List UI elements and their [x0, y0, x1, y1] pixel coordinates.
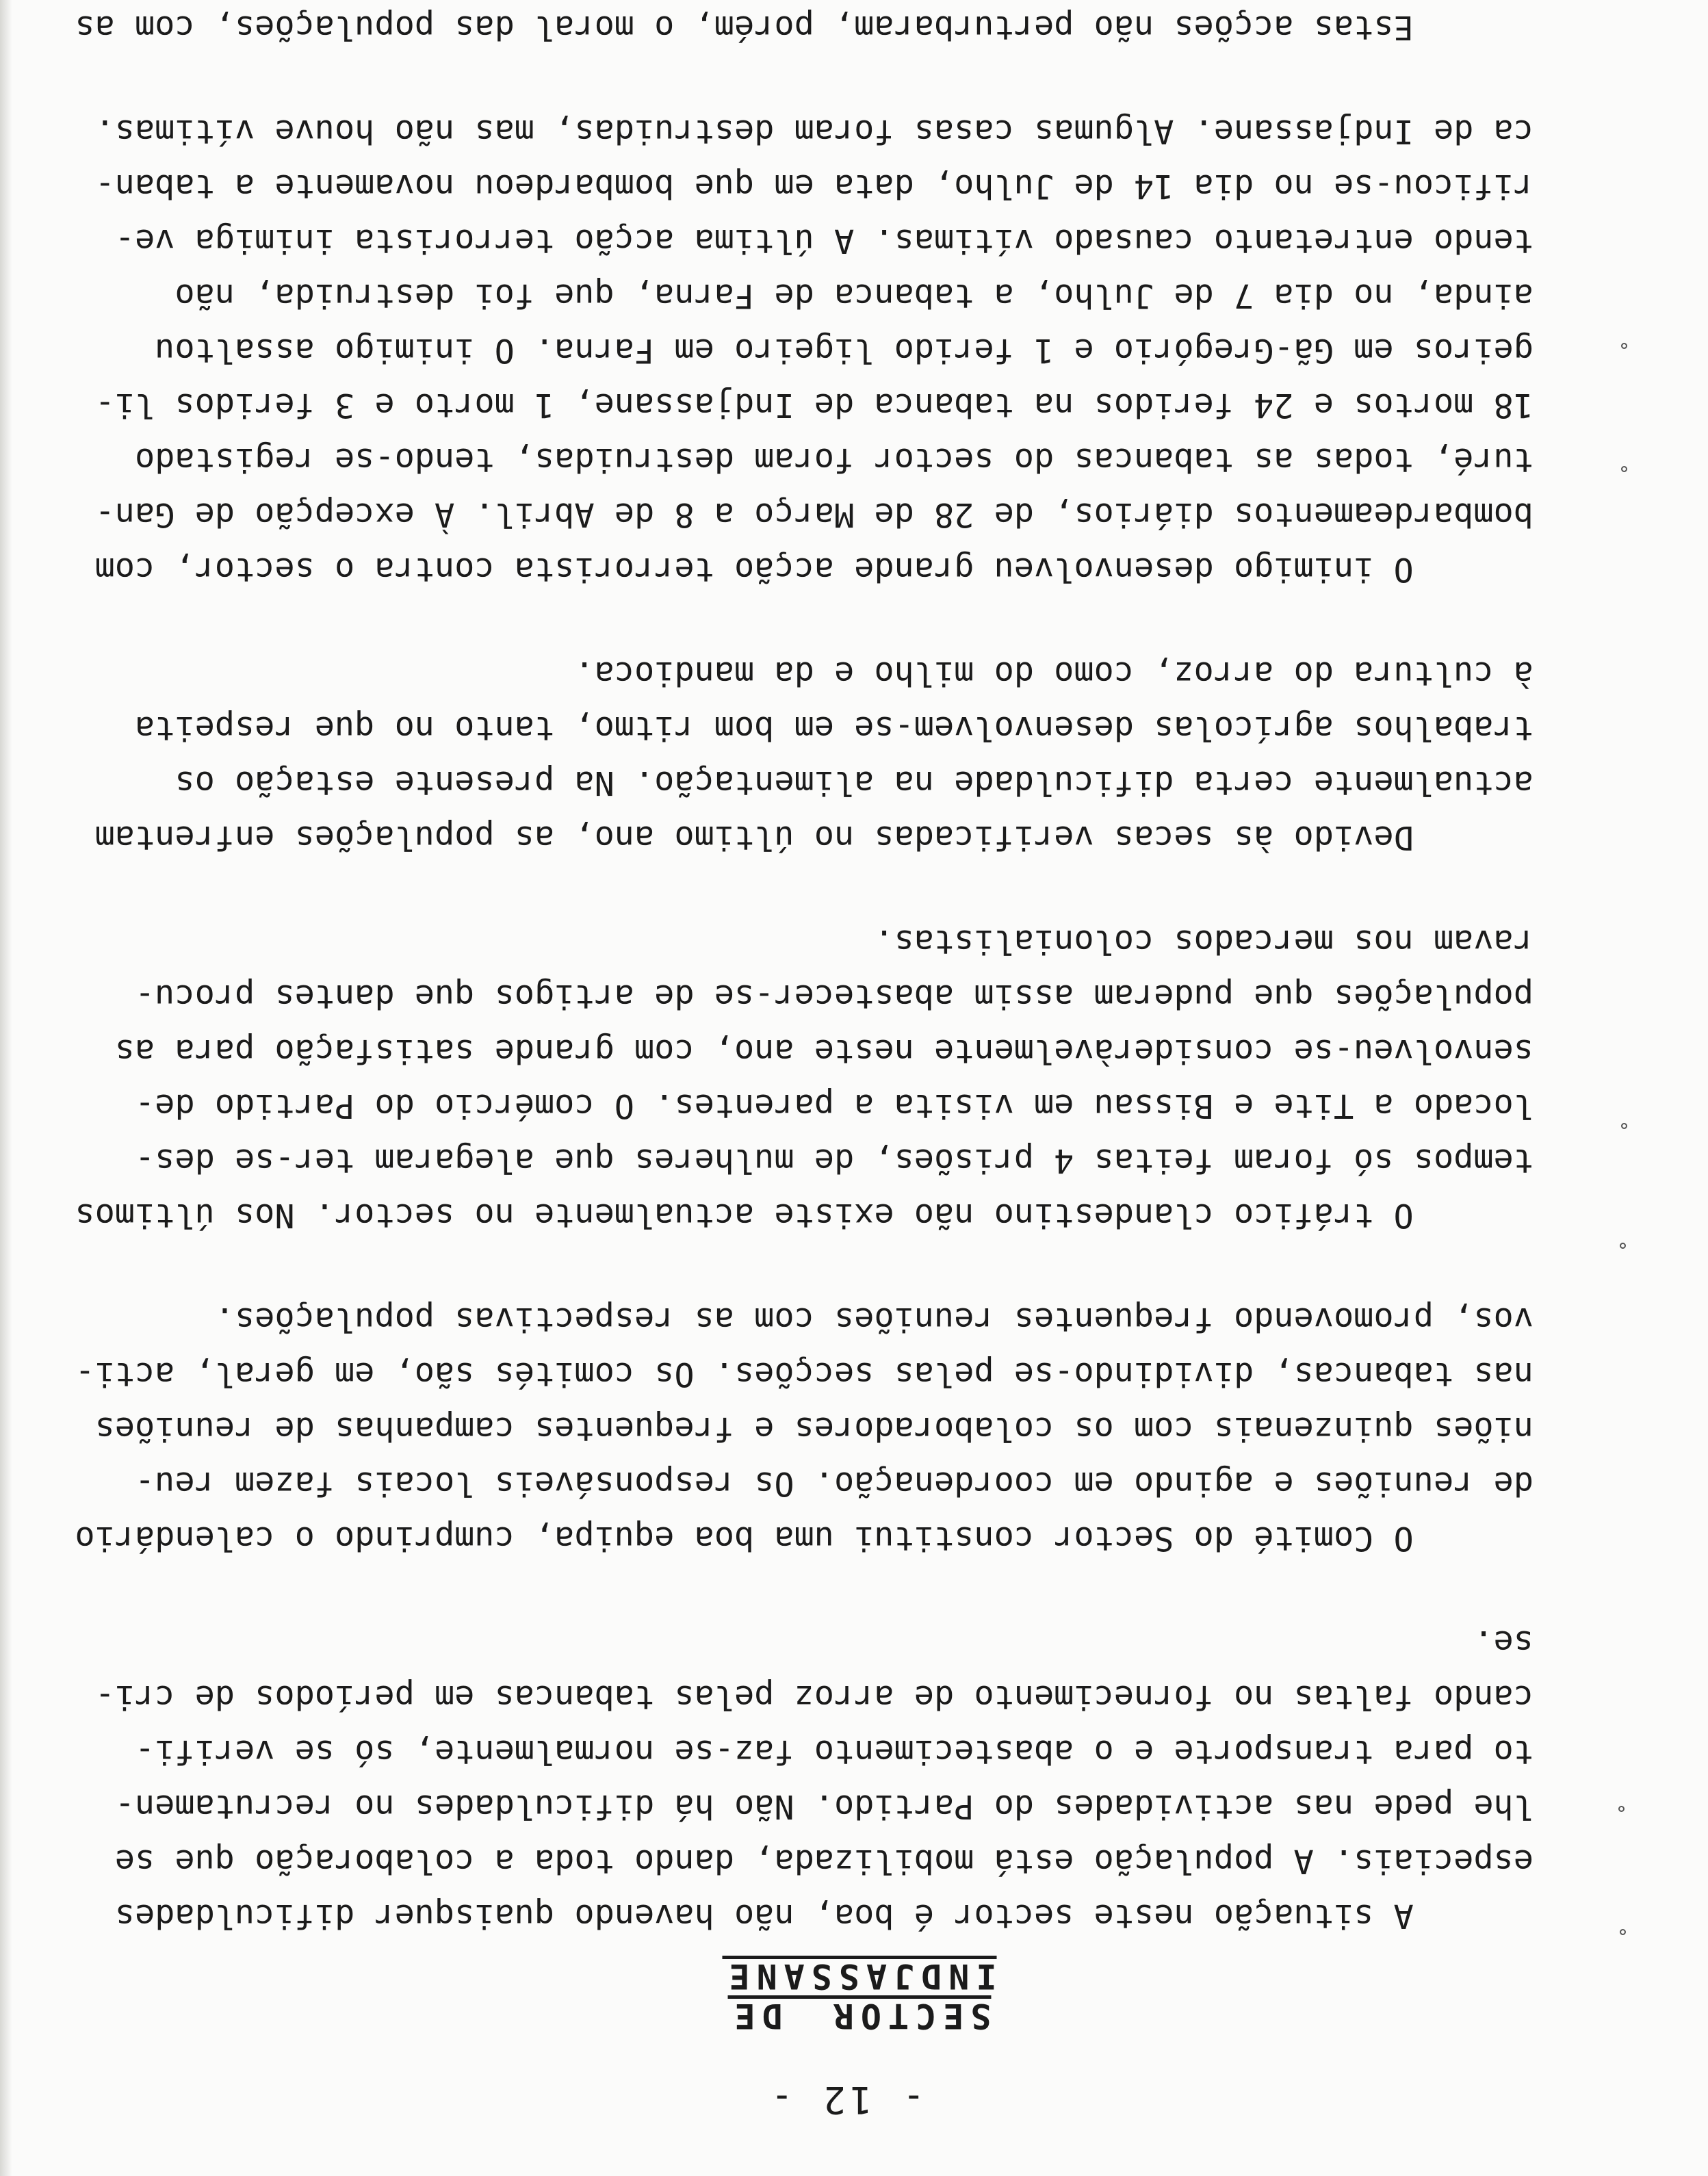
paragraph: [21, 914, 1534, 1243]
text-line: 18 mortos e 24 feridos na tabanca de Indjassane, 1 morto e 3 feridos li-: [94, 386, 1534, 424]
text-line: actualmente certa dificuldade na alimentação. Na presente estação os: [174, 764, 1534, 802]
paragraph: [21, 646, 1534, 865]
text-line: to para transporte e o abastecimento faz-se normalmente, só se verifi-: [135, 1733, 1534, 1771]
text-line: de reuniões e agindo em coordenação. Os responsáveis locais fazem reu-: [135, 1464, 1534, 1503]
text-line: locado a Tite e Bissau em visita a parentes. O comércio do Partido de-: [135, 1087, 1534, 1125]
page-number: - 12 -: [766, 2078, 925, 2121]
margin-hole-mark: [1620, 1929, 1626, 1935]
text-line: niões quinzenais com os colaboradores e frequentes campanhas de reuniões: [94, 1410, 1534, 1448]
section-title: SECTOR DE INDJASSANE: [722, 1956, 997, 2036]
margin-hole-mark: [1618, 1806, 1625, 1812]
text-line: trabalhos agrícolas desenvolvem-se em bom ritmo, tanto no que respeita: [135, 709, 1534, 747]
text-line: ainda, no dia 7 de Julho, a tabanca de Farna, que foi destruida, não: [174, 276, 1534, 315]
text-line: senvolveu-se consideràvelmente neste ano, com grande satisfação para as: [114, 1032, 1534, 1070]
text-line: turé, todas as tabancas do sector foram destruidas, tendo-se registado: [135, 441, 1534, 479]
text-line: ravam nos mercados colonialistas.: [874, 922, 1534, 961]
text-line: Devido às secas verificadas no último ano, as populações enfrentam: [94, 818, 1534, 857]
document-body: [21, 0, 1534, 1943]
text-line: O tráfico clandestino não existe actualmente no sector. Nos últimos: [75, 1196, 1534, 1234]
paragraph: [21, 1615, 1534, 1943]
margin-hole-mark: [1621, 343, 1627, 349]
margin-hole-mark: [1621, 1123, 1627, 1129]
text-line: especiais. A população está mobilizada, dando toda a colaboração que se: [114, 1842, 1534, 1880]
margin-hole-mark: [1620, 1243, 1626, 1249]
text-line: Estas acções não perturbaram, porém, o moral das populações, com as: [75, 8, 1534, 47]
text-line: cando faltas no fornecimento de arroz pelas tabancas em períodos de cri-: [94, 1678, 1534, 1716]
text-line: rificou-se no dia 14 de Julho, data em que bombardeou novamente a taban-: [94, 167, 1534, 205]
margin-hole-mark: [1621, 466, 1627, 472]
paragraph: [21, 0, 1534, 55]
text-line: bombardeamentos diários, de 28 de Março a 8 de Abril. À excepção de Gan-: [94, 495, 1534, 534]
text-line: ca de Indjassane. Algumas casas foram destruidas, mas não houve vítimas.: [94, 112, 1534, 151]
text-line: vos, promovendo frequentes reuniões com as respectivas populações.: [214, 1300, 1534, 1338]
paragraph: [21, 1292, 1534, 1566]
text-line: tendo entretanto causado vítimas. A última acção terrorista inimiga ve-: [114, 222, 1534, 260]
text-line: O inimigo desenvolveu grande acção terrorista contra o sector, com: [94, 550, 1534, 588]
text-line: geiros em Gã-Gregório e 1 ferido ligeiro em Farna. O inimigo assaltou: [155, 331, 1534, 370]
text-line: lhe pede nas actividades do Partido. Não há dificuldades no recrutamen-: [114, 1787, 1534, 1826]
text-line: se.: [1473, 1623, 1534, 1661]
text-line: O Comité do Sector constitui uma boa equipa, cumprindo o calendário: [75, 1519, 1534, 1557]
text-line: nas tabancas, dividindo-se pelas secções. Os comités são, em geral, acti-: [75, 1355, 1534, 1393]
text-line: A situação neste sector é boa, não havendo quaisquer dificuldades: [114, 1897, 1534, 1935]
page-edge-shadow: [0, 0, 12, 2176]
paragraph: [21, 104, 1534, 597]
text-line: populações que puderam assim abastecer-se de artigos que dantes procu-: [135, 977, 1534, 1015]
text-line: tempos só foram feitas 4 prisões, de mulheres que alegaram ter-se des-: [135, 1141, 1534, 1180]
text-line: à cultura do arroz, como do milho e da mandioca.: [574, 654, 1534, 692]
